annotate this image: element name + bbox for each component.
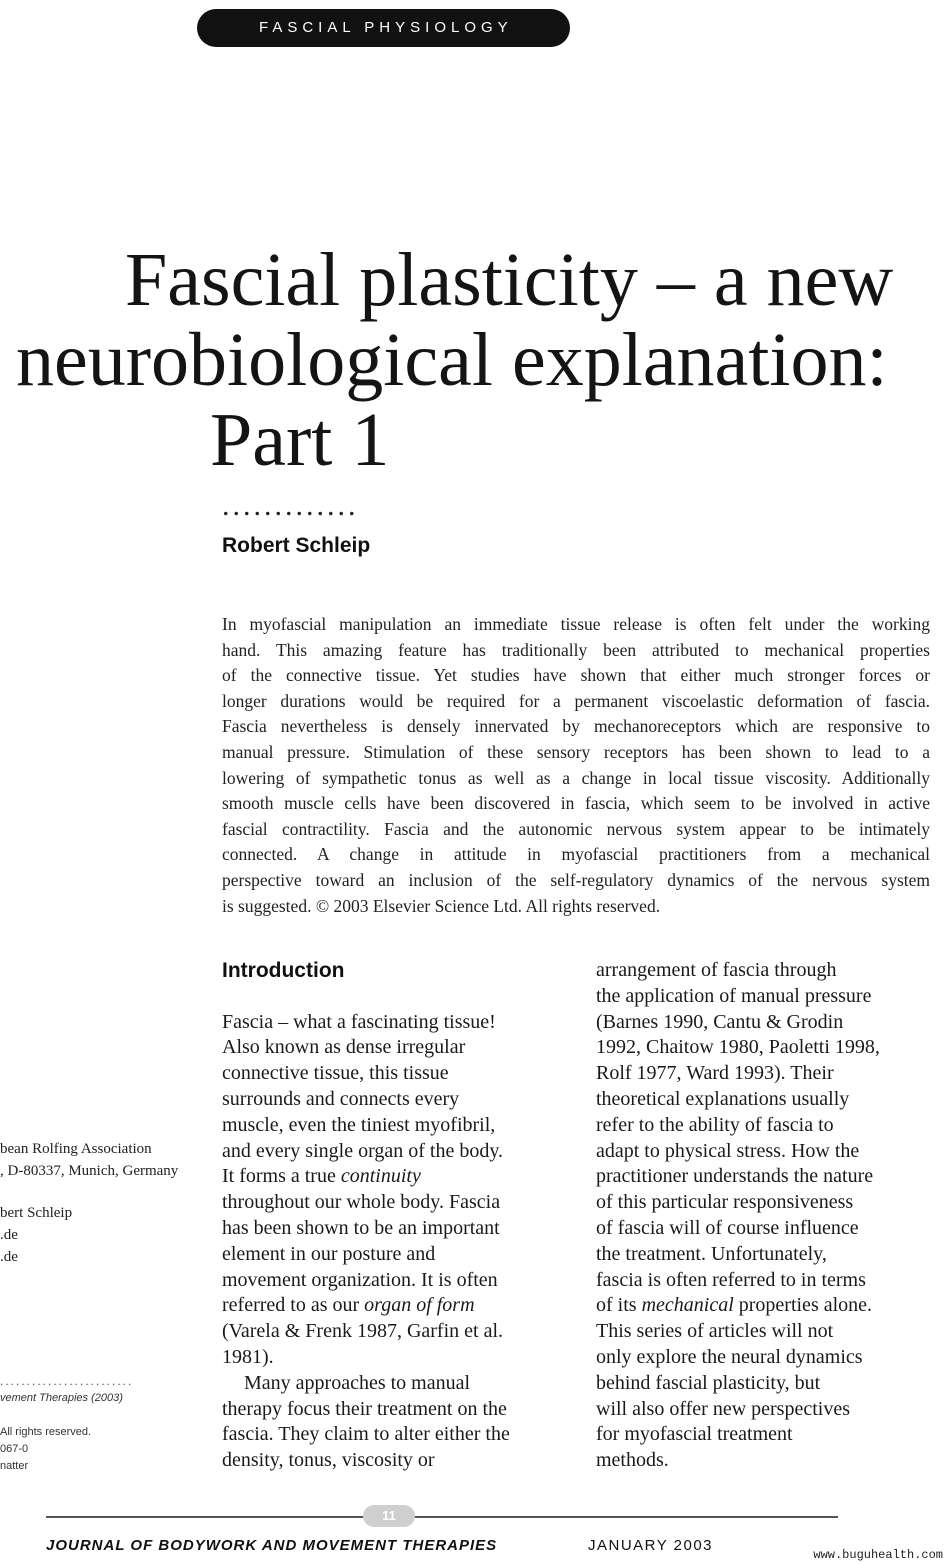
article-title-line-3: Part 1 [210, 398, 390, 482]
body-line: practitioner understands the nature [596, 1165, 874, 1188]
body-column-right [596, 958, 926, 1474]
affiliation-line: , D-80337, Munich, Germany [0, 1163, 179, 1179]
body-line: the application of manual pressure [596, 984, 872, 1007]
abstract-line: In myofascial manipulation an immediate tissue release is often felt under the working [222, 614, 930, 634]
margin-separator: ......................... [0, 1374, 134, 1388]
rights-line: natter [0, 1460, 29, 1472]
abstract-line: Fascia nevertheless is densely innervated by mechanoreceptors which are responsive to [222, 716, 930, 737]
watermark-url: www.buguhealth.com [813, 1548, 943, 1562]
footer-rule [46, 1516, 838, 1518]
body-line: arrangement of fascia through [596, 959, 837, 981]
contact-line: .de [0, 1227, 18, 1243]
body-line: density, tonus, viscosity or [222, 1449, 435, 1472]
body-column-left [222, 958, 562, 1474]
body-line: This series of articles will not [596, 1320, 834, 1343]
abstract-line: of the connective tissue. Yet studies have shown that either much stronger forces or [222, 665, 930, 686]
body-line: therapy focus their treatment on the [222, 1397, 507, 1420]
body-line [222, 1164, 562, 1190]
rights-line: All rights reserved. [0, 1426, 92, 1438]
body-line: fascia is often referred to in terms [596, 1268, 866, 1291]
body-line: Many approaches to manual [244, 1371, 471, 1394]
abstract-line: longer durations would be required for a permanent viscoelastic deformation of fascia. [222, 690, 930, 711]
contact-line: .de [0, 1249, 18, 1265]
affiliation-line: bean Rolfing Association [0, 1141, 152, 1157]
body-line: (Varela & Frenk 1987, Garfin et al. [222, 1320, 504, 1343]
body-line [596, 1293, 926, 1319]
body-text: properties alone. [733, 1294, 873, 1317]
article-title-line-1: Fascial plasticity – a new [125, 238, 894, 322]
emphasis-text: organ of form [364, 1294, 475, 1317]
body-line: the treatment. Unfortunately, [596, 1242, 827, 1265]
body-line: and every single organ of the body. [222, 1139, 504, 1162]
body-line: methods. [596, 1449, 669, 1472]
body-line: Fascia – what a fascinating tissue! [222, 1010, 496, 1033]
body-line: movement organization. It is often [222, 1268, 498, 1291]
body-line: refer to the ability of fascia to [596, 1113, 834, 1136]
page-number: 11 [363, 1505, 415, 1527]
body-text: of its [596, 1294, 642, 1317]
article-title-line-2: neurobiological explanation: [16, 318, 888, 402]
journal-citation-line: vement Therapies (2003) [0, 1392, 123, 1404]
emphasis-text: mechanical [641, 1294, 734, 1317]
body-line: muscle, even the tiniest myofibril, [222, 1113, 496, 1136]
footer-date: JANUARY 2003 [588, 1537, 714, 1554]
body-line: behind fascial plasticity, but [596, 1371, 821, 1394]
abstract [222, 612, 930, 919]
body-line: theoretical explanations usually [596, 1087, 850, 1110]
body-line: connective tissue, this tissue [222, 1062, 449, 1085]
abstract-line: manual pressure. Stimulation of these sensory receptors has been shown to lead to a [222, 741, 930, 762]
author-affiliation [0, 1138, 178, 1268]
body-line: 1992, Chaitow 1980, Paoletti 1998, [596, 1036, 880, 1059]
journal-citation-block [0, 1390, 123, 1475]
footer-journal-name: JOURNAL OF BODYWORK AND MOVEMENT THERAPIES [46, 1537, 498, 1554]
abstract-line: perspective toward an inclusion of the self-regulatory dynamics of the nervous system [222, 869, 930, 890]
body-line: will also offer new perspectives [596, 1397, 850, 1420]
body-line: only explore the neural dynamics [596, 1345, 863, 1368]
rights-line: 067-0 [0, 1443, 29, 1455]
body-line: of this particular responsiveness [596, 1191, 854, 1214]
section-label: FASCIAL PHYSIOLOGY [197, 9, 570, 47]
body-line: for myofascial treatment [596, 1423, 793, 1446]
body-line: Rolf 1977, Ward 1993). Their [596, 1062, 834, 1085]
body-text: referred to as our [222, 1294, 365, 1317]
abstract-line: smooth muscle cells have been discovered in fascia, which seem to be involved in active [222, 793, 930, 814]
body-line: Also known as dense irregular [222, 1036, 466, 1059]
title-separator: ............. [222, 489, 359, 522]
abstract-line: connected. A change in attitude in myofascial practitioners from a mechanical [222, 844, 930, 865]
body-line: surrounds and connects every [222, 1087, 460, 1110]
body-line [222, 1293, 562, 1319]
abstract-line: is suggested. © 2003 Elsevier Science Ltd. All rights reserved. [222, 895, 661, 916]
abstract-line: hand. This amazing feature has traditionally been attributed to mechanical properties [222, 639, 930, 660]
emphasis-text: continuity [340, 1165, 421, 1188]
body-line: throughout our whole body. Fascia [222, 1191, 501, 1214]
body-line: fascia. They claim to alter either the [222, 1423, 510, 1446]
body-line: of fascia will of course influence [596, 1216, 859, 1239]
body-line: (Barnes 1990, Cantu & Grodin [596, 1010, 844, 1033]
contact-line: bert Schleip [0, 1205, 73, 1221]
body-line: 1981). [222, 1345, 274, 1368]
body-text: It forms a true [222, 1165, 341, 1188]
author-name: Robert Schleip [222, 534, 371, 557]
body-line: has been shown to be an important [222, 1216, 500, 1239]
abstract-line: fascial contractility. Fascia and the autonomic nervous system appear to be intimately [222, 818, 930, 839]
body-line: element in our posture and [222, 1242, 436, 1265]
abstract-line: lowering of sympathetic tonus as well as a change in local tissue viscosity. Additionally [222, 767, 930, 788]
body-line: adapt to physical stress. How the [596, 1139, 860, 1162]
section-heading: Introduction [222, 959, 345, 982]
